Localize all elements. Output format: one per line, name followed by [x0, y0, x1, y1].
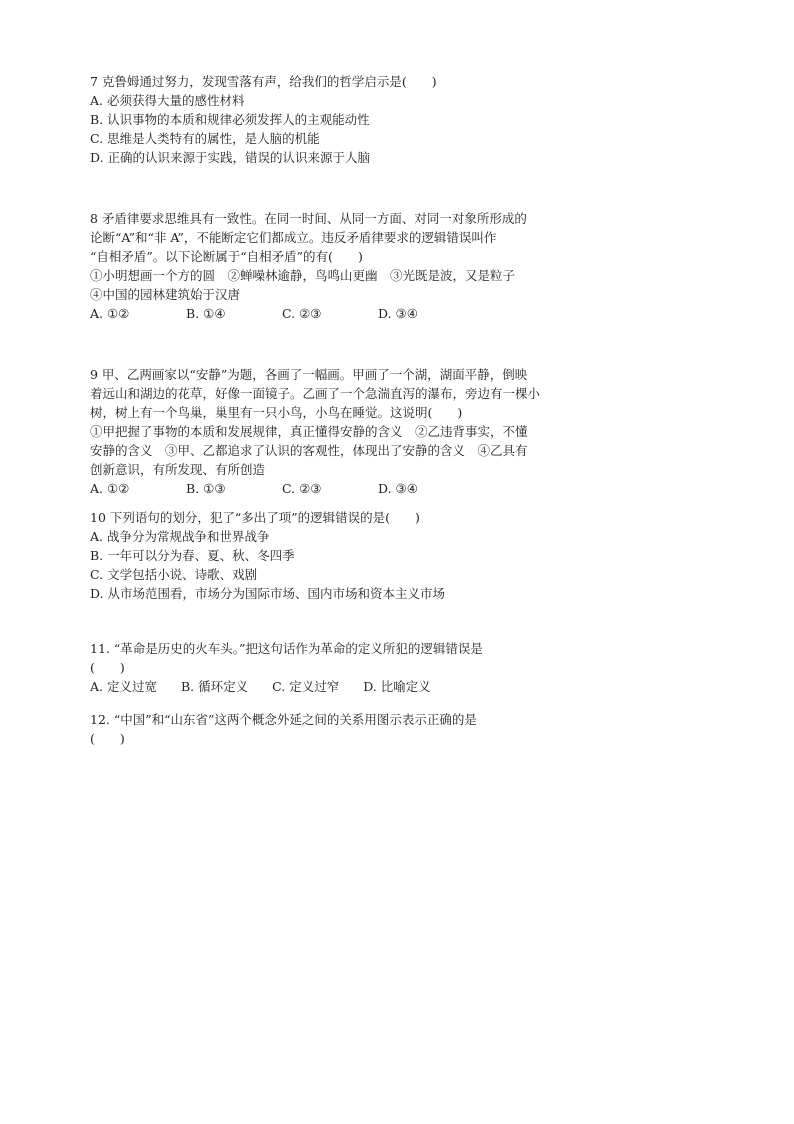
option-c: C. 思维是人类特有的属性，是人脑的机能 — [90, 131, 320, 146]
option-c: C. ②③ — [282, 481, 322, 496]
statement-line: ④中国的园林建筑始于汉唐 — [90, 287, 241, 302]
exam-page — [90, 72, 720, 748]
option-d: D. ③④ — [378, 481, 418, 496]
question-stem-line: 12. “中国”和“山东省”这两个概念外延之间的关系用图示表示正确的是 — [90, 712, 477, 727]
option-a: A. 定义过宽 — [90, 679, 157, 694]
option-d: D. ③④ — [378, 306, 418, 321]
option-b: B. ①④ — [186, 306, 226, 321]
option-a: A. 战争分为常规战争和世界战争 — [90, 529, 270, 544]
question-stem-line: 论断“A”和“非 A”，不能断定它们都成立。违反矛盾律要求的逻辑错误叫作 — [90, 230, 497, 245]
option-a: A. ①② — [90, 481, 130, 496]
question-stem: 7 克鲁姆通过努力，发现雪落有声，给我们的哲学启示是( ) — [90, 74, 437, 89]
option-b: B. 一年可以分为春、夏、秋、冬四季 — [90, 548, 295, 563]
option-d: D. 从市场范围看，市场分为国际市场、国内市场和资本主义市场 — [90, 586, 446, 601]
statement-line: ①小明想画一个方的圆 ②蝉噪林逾静，鸟鸣山更幽 ③光既是波，又是粒子 — [90, 268, 516, 283]
statement-line: 创新意识，有所发现、有所创造 — [90, 462, 266, 477]
option-c: C. 文学包括小说、诗歌、戏剧 — [90, 567, 258, 582]
option-b: B. ①③ — [186, 481, 226, 496]
option-d: D. 正确的认识来源于实践，错误的认识来源于人脑 — [90, 150, 371, 165]
answer-bracket: ( ) — [90, 731, 125, 746]
question-7 — [90, 72, 720, 167]
option-d: D. 比喻定义 — [363, 679, 431, 694]
option-a: A. 必须获得大量的感性材料 — [90, 93, 245, 108]
options-row — [90, 304, 720, 323]
option-c: C. 定义过窄 — [272, 679, 340, 694]
option-b: B. 循环定义 — [180, 679, 249, 694]
question-stem-line: 9 甲、乙两画家以“安静”为题，各画了一幅画。甲画了一个湖，湖面平静，倒映 — [90, 367, 528, 382]
answer-bracket: ( ) — [90, 660, 125, 675]
options-row — [90, 677, 720, 696]
question-stem-line: 着远山和湖边的花草，好像一面镜子。乙画了一个急湍直泻的瀑布，旁边有一棵小 — [90, 386, 541, 401]
option-b: B. 认识事物的本质和规律必须发挥人的主观能动性 — [90, 112, 370, 127]
question-stem-line: “自相矛盾”。以下论断属于“自相矛盾”的有( ) — [90, 249, 363, 264]
question-12 — [90, 710, 720, 748]
options-row — [90, 479, 720, 498]
question-8 — [90, 209, 720, 323]
question-11 — [90, 639, 720, 696]
statement-line: ①甲把握了事物的本质和发展规律，真正懂得安静的含义 ②乙违背事实，不懂 — [90, 424, 528, 439]
question-stem-line: 8 矛盾律要求思维具有一致性。在同一时间、从同一方面、对同一对象所形成的 — [90, 211, 527, 226]
question-stem-line: 树，树上有一个鸟巢，巢里有一只小鸟，小鸟在睡觉。这说明( ) — [90, 405, 463, 420]
question-stem-line: 11. “革命是历史的火车头。”把这句话作为革命的定义所犯的逻辑错误是 — [90, 641, 483, 656]
option-c: C. ②③ — [282, 306, 322, 321]
option-a: A. ①② — [90, 306, 130, 321]
statement-line: 安静的含义 ③甲、乙都追求了认识的客观性，体现出了安静的含义 ④乙具有 — [90, 443, 528, 458]
question-9 — [90, 365, 720, 498]
question-10 — [90, 508, 720, 603]
question-stem: 10 下列语句的划分，犯了“多出了项”的逻辑错误的是( ) — [90, 510, 420, 525]
